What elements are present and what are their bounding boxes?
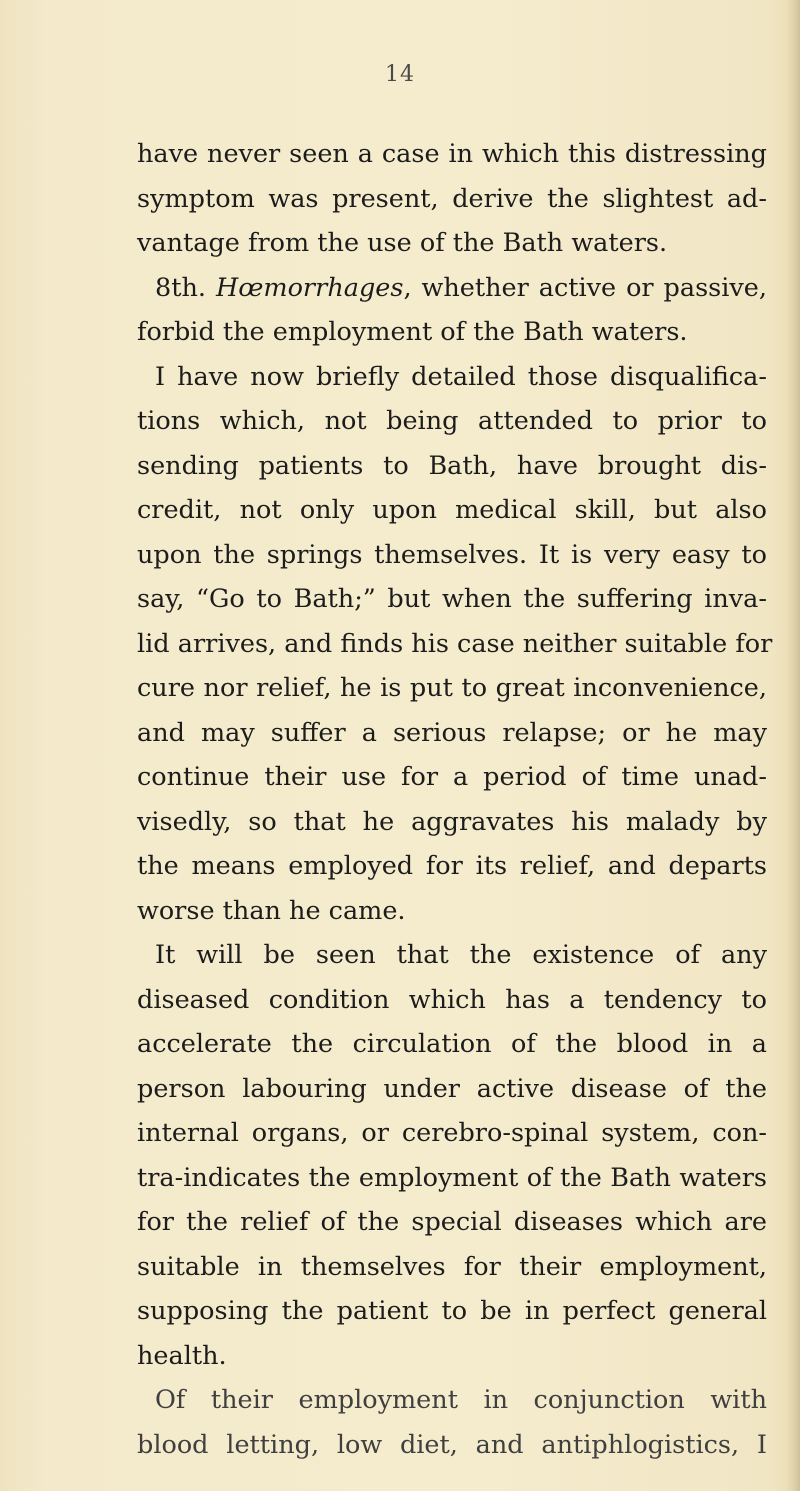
text-line: tra-indicates the employment of the Bath waters [137, 1162, 767, 1193]
text-line: It will be seen that the existence of any [155, 940, 767, 970]
text-line: suitable in themselves for their employment, [137, 1251, 767, 1282]
text-fragment: , whether active or passive, [403, 272, 768, 303]
text-line: lid arrives, and finds his case neither suitable for [137, 628, 773, 659]
text-line: diseased condition which has a tendency to [137, 984, 767, 1015]
text-line: upon the springs themselves. It is very easy to [137, 539, 767, 570]
text-line: health. [137, 1340, 227, 1371]
text-line: person labouring under active disease of the [137, 1073, 767, 1104]
text-line: forbid the employment of the Bath waters. [137, 317, 688, 347]
text-line: internal organs, or cerebro-spinal system, con- [137, 1118, 767, 1148]
text-line: for the relief of the special diseases which are [137, 1207, 767, 1237]
text-line: supposing the patient to be in perfect general [137, 1296, 767, 1326]
body-text [137, 132, 773, 1467]
italic-term: Hœmorrhages [215, 272, 404, 303]
text-line: accelerate the circulation of the blood in a [137, 1029, 767, 1059]
text-line: blood letting, low diet, and antiphlogistics, I [137, 1429, 767, 1460]
text-line: visedly, so that he aggravates his malady by [137, 806, 767, 837]
text-line: vantage from the use of the Bath waters. [137, 228, 668, 258]
text-line: the means employed for its relief, and departs [137, 851, 767, 881]
text-line: say, “Go to Bath;” but when the suffering inva- [137, 584, 767, 614]
text-line: worse than he came. [137, 895, 406, 926]
text-line: symptom was present, derive the slightest ad- [137, 183, 767, 214]
text-line: tions which, not being attended to prior to [137, 406, 767, 436]
page-edge-shadow [786, 0, 800, 1491]
section-number: 8th. [155, 272, 216, 303]
text-line-haemorrhages [137, 266, 767, 311]
text-line: Of their employment in conjunction with [155, 1385, 767, 1415]
text-line: continue their use for a period of time unad- [137, 762, 767, 792]
text-line: have never seen a case in which this distressing [137, 139, 767, 169]
text-line: sending patients to Bath, have brought dis- [137, 450, 767, 481]
text-line: I have now briefly detailed those disqualifica- [155, 361, 767, 392]
text-line: credit, not only upon medical skill, but also [137, 495, 767, 525]
text-line: and may suffer a serious relapse; or he may [137, 717, 767, 748]
page-number: 14 [385, 62, 415, 87]
text-line: cure nor relief, he is put to great inconvenience, [137, 673, 767, 703]
